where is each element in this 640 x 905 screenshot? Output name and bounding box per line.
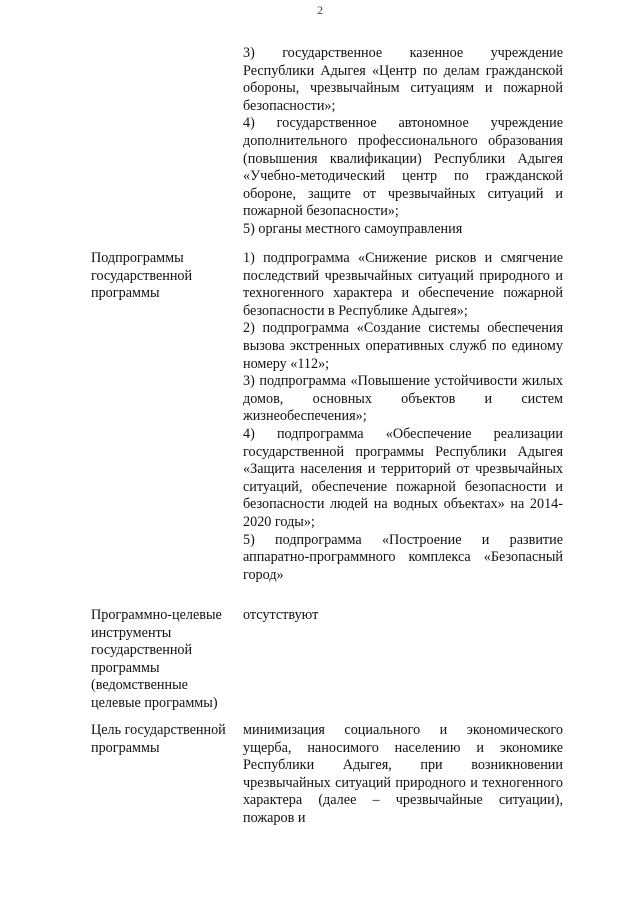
- subprogram-item: 4) подпрограмма «Обеспечение реализации государственной программы Республики Адыгея «Защита населения и территорий от чрезвычайных ситуаций, обеспечение пожарной безопасности и безопасности людей на водных объектах» на 2014-2020 годы»;: [243, 425, 563, 530]
- subprogram-item: 5) подпрограмма «Построение и развитие аппаратно-программного комплекса «Безопасный город»: [243, 531, 563, 583]
- subprograms-cell: [243, 250, 563, 584]
- subprograms-label: Подпрограммы государственной программы: [91, 250, 193, 302]
- goal-label: Цель государственной программы: [91, 722, 226, 756]
- subprogram-item: 2) подпрограмма «Создание системы обеспечения вызова экстренных оперативных служб по единому номеру «112»;: [243, 320, 563, 372]
- target-tools-value: отсутствуют: [243, 607, 319, 623]
- executors-cell: [243, 45, 563, 239]
- goal-value: минимизация социального и экономического ущерба, наносимого населению и экономике Республики Адыгея, при возникновении чрезвычайных ситуаций природного и техногенного характера (далее – чрезвычайные ситуации), пожаров и: [243, 722, 563, 826]
- subprogram-item: 3) подпрограмма «Повышение устойчивости жилых домов, основных объектов и систем жизнеобеспечения»;: [243, 373, 563, 425]
- page-number: 2: [317, 3, 323, 17]
- executor-item: 5) органы местного самоуправления: [243, 220, 463, 237]
- executor-item: 4) государственное автономное учреждение дополнительного профессионального образования (повышения квалификации) Республики Адыгея «Учебно-методический центр по гражданской обороне, защите от чрезвычайных ситуаций и пожарной безопасности»;: [243, 115, 563, 220]
- target-tools-label: Программно-целевые инструменты государственной программы (ведомственные целевые программы): [91, 607, 222, 711]
- executor-item: 3) государственное казенное учреждение Республики Адыгея «Центр по делам гражданской обороны, чрезвычайным ситуациям и пожарной безопасности»;: [243, 45, 563, 114]
- subprogram-item: 1) подпрограмма «Снижение рисков и смягчение последствий чрезвычайных ситуаций природного и техногенного характера и обеспечение пожарной безопасности в Республике Адыгея»;: [243, 250, 563, 319]
